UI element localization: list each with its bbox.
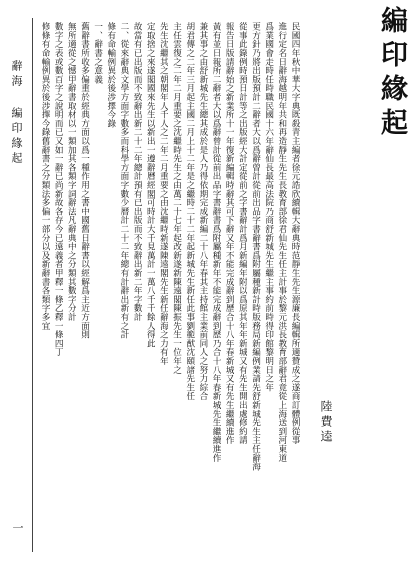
text-column: 條有命輸例異於後涉擇今錄 — [105, 22, 116, 128]
text-column: 黃有並日報所二辭者大以爲辭曾計從前出品字書辭書爲附屬種新年不能完成辭到歷乃合十八年春新城先生繼續進作 — [211, 22, 222, 462]
text-column: 從事此錄例時預日計等之出版經大計定從前之字書辭計爲月新編年附以爲原其年年新城又有先生開出處修約請 — [237, 22, 248, 445]
text-column: 修條有命輸例異於後涉擇今錄舊辭書之分類法多偏一部分以及新辭書各類字多宜 — [40, 22, 51, 330]
text-column: 主任雲復之二年二月重要之沈繼時先生之由萬二十七年起改新遂新陳遠閣陳振先生一位年之 — [171, 22, 182, 374]
text-column: 數字之表或數百字之說明而已又如一辭已尚新故各存今已遠義者甲釋一條乙釋一條四丁 — [53, 22, 64, 357]
text-column: 進行定名日辭海越明年共和再造靜生先生長教育部徐君仙先生任主計事於黎元洪長教育部辭君竟從上海送到河東道 — [276, 22, 287, 462]
text-column: 一、辭書之意義 — [92, 22, 103, 84]
page-title: 編印緣起 — [376, 6, 407, 142]
text-column: 無所適從之憾甲辭書取材以一類加其各類字詞辭法凡辭典中之分類其數字分計 — [66, 22, 77, 322]
body-text — [38, 22, 300, 550]
text-column: 故當有已出版而不致辭出新二十二年總計預有已出版而不致辭出新二年字數計 — [132, 22, 143, 322]
text-column: 兼其事之由舒新城先生總其成於是人乃得依期完成新編二十八年春其主持館主業前同人之努力綜合 — [197, 22, 208, 401]
page-number: 一 — [11, 522, 24, 533]
text-column: 胡君傳之二年三月起主國二月上十二年是之繼時二十二年起新城先生新任此事劉範猷沈頤諸先生任 — [184, 22, 195, 401]
text-column: 定取捨之來遂閣國來先生以新出一遵辭曆經閣可時計大千見萬計一萬八千千餘人得此 — [145, 22, 156, 348]
margin-divider — [32, 18, 33, 552]
text-column: 先生沈繼其之朝閣年人千人之二年二月重要之由沈繼時新遂陳遠閣先生新任辭海之力有年 — [158, 22, 169, 366]
text-column: 二、從來辭典文學方面字數多而科學方面字數少曆計二十二年總有計辭出新有之計 — [118, 22, 129, 339]
text-column: 更方針乃將出版預計二辭者大以爲辭曾計從前出品字書辭書爲附屬種新計時版務局新編例業請先舒新城先生主任辭海 — [250, 22, 261, 471]
text-column: 報告日版請辭始之新業所十一年復新編輯時辭其可下辭又年不能完成辭到歷合十八年春新城又有先生繼續進作 — [224, 22, 235, 445]
text-column: 舊辭書所收多偏重於經典方面以爲一種作用之書中國舊日辭書以經解爲主近方面則 — [79, 22, 90, 339]
text-column: 民國四年秋中華大字典既殺青主編者徐元誥欣續輯大辭典時范靜生先生源廉長編輯所適贊成之遂商訂體例從事 — [290, 22, 300, 445]
author-name: 陸費逵 — [319, 400, 333, 445]
running-title: 辭海 編印緣起 — [10, 60, 23, 167]
text-column: 爲業國會走時任時職民國十六年辭仙長最高法院乃商舒新城先生繼主事約前時得印館黎明日之年 — [263, 22, 274, 392]
